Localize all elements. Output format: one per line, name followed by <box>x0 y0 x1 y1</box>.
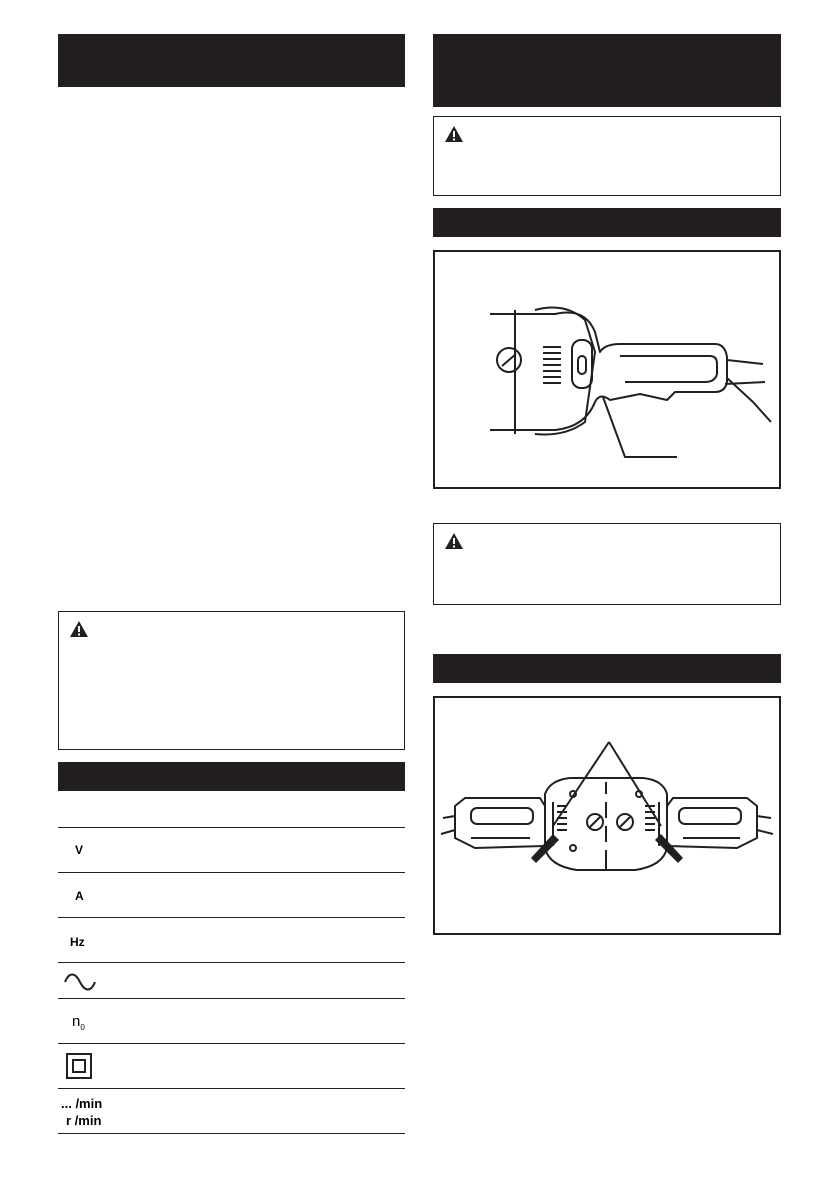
no-load-speed-letter: n <box>72 1013 81 1030</box>
symbols-header-bar <box>58 762 405 791</box>
left-warning-box <box>58 611 405 750</box>
revolutions-per-minute-symbol: r /min <box>66 1113 102 1128</box>
alternating-current-icon <box>63 972 97 992</box>
table-rule <box>58 962 405 963</box>
table-rule <box>58 1043 405 1044</box>
warning-triangle-icon <box>444 125 464 143</box>
no-load-speed-symbol <box>72 1013 85 1032</box>
switch-figure-frame <box>433 250 781 489</box>
table-rule <box>58 1088 405 1089</box>
indicator-figure-frame <box>433 696 781 935</box>
right-section-header-bar <box>433 34 781 107</box>
table-rule <box>58 917 405 918</box>
table-rule <box>58 1133 405 1134</box>
hertz-symbol: Hz <box>70 935 85 949</box>
left-section-header-bar <box>58 34 405 87</box>
per-minute-symbol: ... /min <box>61 1096 103 1111</box>
table-rule <box>58 998 405 999</box>
grinder-side-view-illustration <box>435 252 779 487</box>
grinder-top-view-illustration <box>435 698 779 933</box>
brush-section-header-bar <box>433 654 781 683</box>
volts-symbol: V <box>75 843 84 857</box>
warning-triangle-icon <box>69 620 89 638</box>
right-warning-box-2 <box>433 523 781 605</box>
class-ii-construction-icon <box>66 1053 92 1079</box>
no-load-speed-subscript: 0 <box>80 1023 85 1032</box>
table-rule <box>58 827 405 828</box>
table-rule <box>58 872 405 873</box>
amperes-symbol: A <box>75 889 84 903</box>
right-warning-box-1 <box>433 116 781 196</box>
warning-triangle-icon <box>444 532 464 550</box>
switch-section-header-bar <box>433 208 781 237</box>
